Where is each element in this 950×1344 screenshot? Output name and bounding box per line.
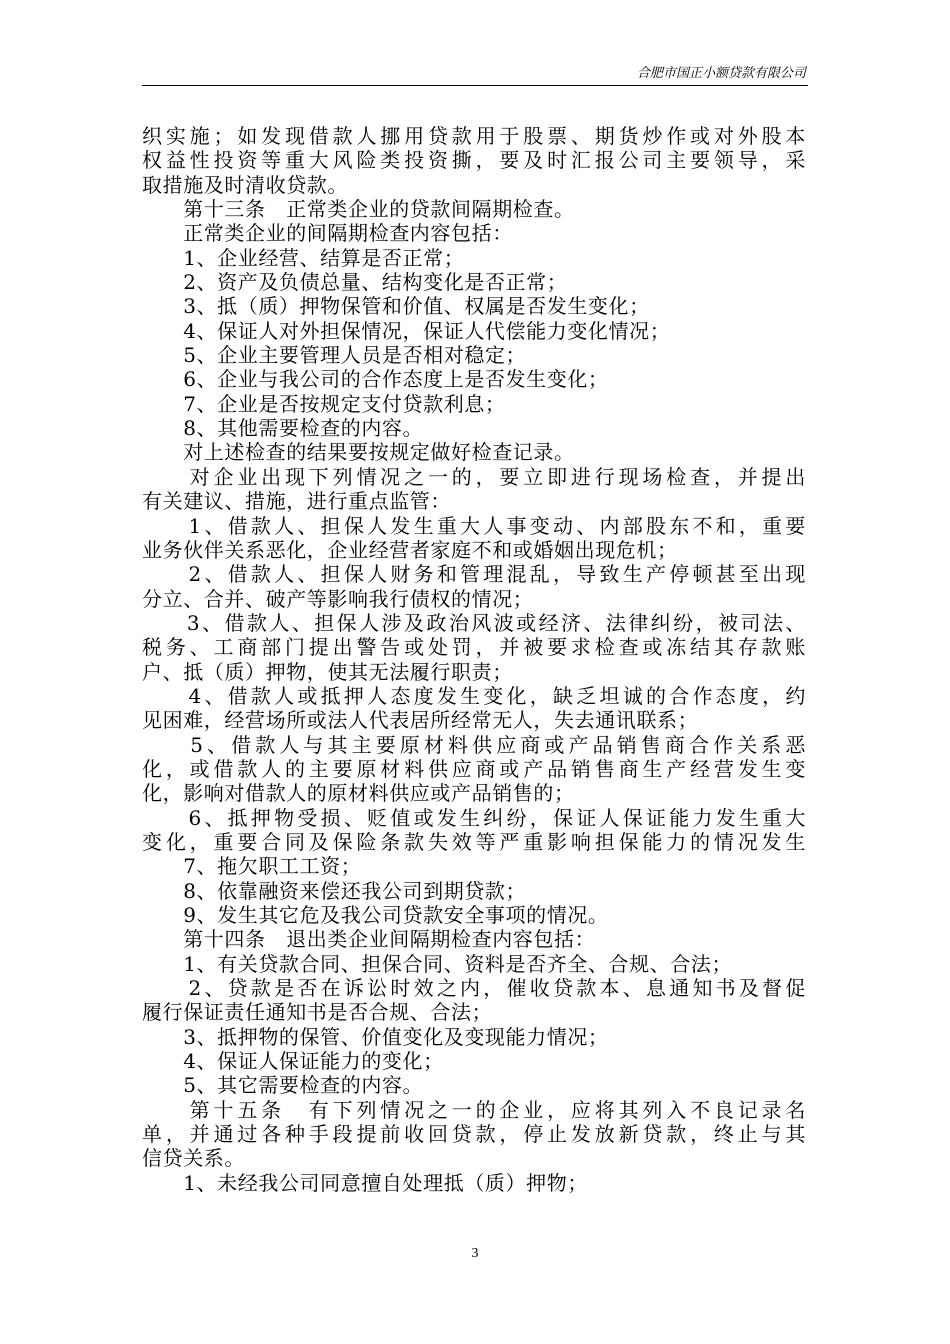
text-line: 取措施及时清收贷款。 (142, 172, 348, 197)
list-item: 3、抵（质）押物保管和价值、权属是否发生变化； (142, 294, 650, 319)
list-item: 1、借款人、担保人发生重大人事变动、内部股东不和，重要 (142, 513, 806, 538)
text-line: 织实施；如发现借款人挪用贷款用于股票、期货炒作或对外股本 (142, 124, 806, 148)
text-line: 税务、工商部门提出警告或处罚，并被要求检查或冻结其存款账 (142, 635, 806, 660)
list-item: 7、拖欠职工工资； (142, 854, 362, 879)
text-line: 单，并通过各种手段提前收回贷款，停止发放新贷款，终止与其 (142, 1122, 806, 1147)
text-line: 履行保证责任通知书是否合规、合法； (142, 1000, 493, 1025)
text-line: 户、抵（质）押物，使其无法履行职责； (142, 659, 513, 684)
text-line: 化，或借款人的主要原材料供应商或产品销售商生产经营发生变 (142, 756, 806, 781)
list-item: 4、保证人对外担保情况，保证人代偿能力变化情况； (142, 318, 671, 343)
text-line: 信贷关系。 (142, 1146, 245, 1171)
list-item: 5、借款人与其主要原材料供应商或产品销售商合作关系恶 (142, 732, 806, 757)
text-line: 对上述检查的结果要按规定做好检查记录。 (142, 440, 575, 465)
text-line: 变化，重要合同及保险条款失效等严重影响担保能力的情况发生 (142, 829, 806, 854)
article-heading: 第十三条 正常类企业的贷款间隔期检查。 (142, 197, 575, 222)
list-item: 8、依靠融资来偿还我公司到期贷款； (142, 878, 527, 903)
text-line: 正常类企业的间隔期检查内容包括： (142, 221, 513, 246)
list-item: 9、发生其它危及我公司贷款安全事项的情况。 (142, 903, 609, 927)
list-item: 1、未经我公司同意擅自处理抵（质）押物； (142, 1170, 588, 1195)
text-line: 化，影响对借款人的原材料供应或产品销售的； (142, 781, 575, 806)
list-item: 1、企业经营、结算是否正常； (142, 245, 465, 270)
list-item: 6、抵押物受损、贬值或发生纠纷，保证人保证能力发生重大 (142, 805, 806, 830)
header-rule (142, 85, 808, 86)
article-heading: 第十五条 有下列情况之一的企业，应将其列入不良记录名 (142, 1097, 806, 1122)
list-item: 3、借款人、担保人涉及政治风波或经济、法律纠纷，被司法、 (142, 610, 806, 635)
list-item: 7、企业是否按规定支付贷款利息； (142, 391, 506, 416)
text-line: 对企业出现下列情况之一的，要立即进行现场检查，并提出 (142, 464, 806, 489)
list-item: 5、企业主要管理人员是否相对稳定； (142, 343, 527, 368)
list-item: 2、贷款是否在诉讼时效之内，催收贷款本、息通知书及督促 (142, 976, 806, 1001)
text-line: 业务伙伴关系恶化，企业经营者家庭不和或婚姻出现危机； (142, 537, 678, 562)
text-line: 有关建议、措施，进行重点监管： (142, 489, 451, 514)
page-header-company: 合肥市国正小额贷款有限公司 (636, 66, 806, 81)
list-item: 6、企业与我公司的合作态度上是否发生变化； (142, 367, 609, 392)
list-item: 1、有关贷款合同、担保合同、资料是否齐全、合规、合法； (142, 951, 733, 976)
list-item: 5、其它需要检查的内容。 (142, 1073, 424, 1098)
list-item: 2、借款人、担保人财务和管理混乱，导致生产停顿甚至出现 (142, 562, 806, 587)
text-line: 见困难，经营场所或法人代表居所经常无人，失去通讯联系； (142, 708, 699, 733)
page-number: 3 (471, 1246, 479, 1261)
list-item: 3、抵押物的保管、价值变化及变现能力情况； (142, 1024, 609, 1049)
document-body (142, 124, 806, 1195)
list-item: 4、借款人或抵押人态度发生变化，缺乏坦诚的合作态度，约 (142, 683, 806, 708)
text-line: 权益性投资等重大风险类投资撕，要及时汇报公司主要领导，采 (142, 148, 806, 173)
list-item: 8、其他需要检查的内容。 (142, 416, 424, 441)
list-item: 4、保证人保证能力的变化； (142, 1049, 444, 1074)
text-line: 分立、合并、破产等影响我行债权的情况； (142, 586, 534, 611)
list-item: 2、资产及负债总量、结构变化是否正常； (142, 270, 568, 295)
article-heading: 第十四条 退出类企业间隔期检查内容包括： (142, 927, 596, 952)
